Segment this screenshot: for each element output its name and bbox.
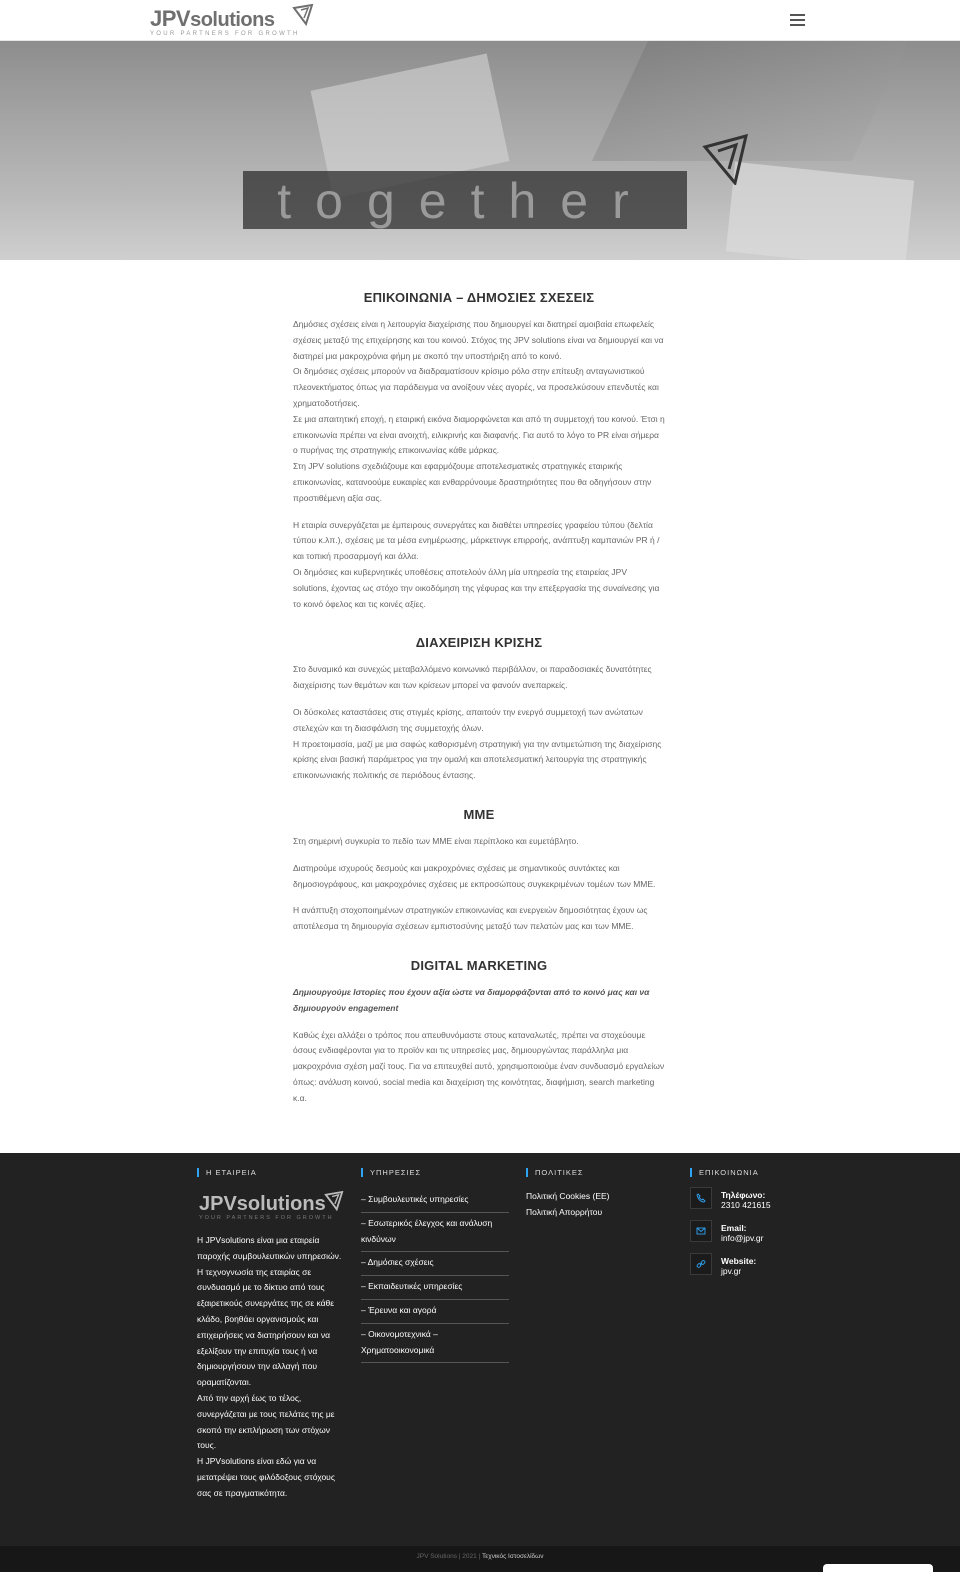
section-title: ΕΠΙΚΟΙΝΩΝΙΑ – ΔΗΜΟΣΙΕΣ ΣΧΕΣΕΙΣ xyxy=(363,290,595,305)
hero-laptop-shape xyxy=(592,41,908,161)
policies-list xyxy=(526,1189,610,1221)
site-header xyxy=(0,0,960,41)
footer-text-line: Η JPVsolutions είναι εδώ για να μετατρέψει τους φιλόδοξους στόχους σας σε πραγματικότητα. xyxy=(197,1456,335,1498)
paragraph: Στο δυναμικό και συνεχώς μεταβαλλόμενο κοινωνικό περιβάλλον, οι παραδοσιακές δυνατότητες διαχείρισης των θεμάτων και των κρίσεων μπορεί να φανούν ανεπαρκείς. xyxy=(293,664,652,691)
section-title: ΜΜΕ xyxy=(463,806,495,822)
paragraph: Η εταιρία συνεργάζεται με έμπειρους συνεργάτες και διαθέτει υπηρεσίες γραφείου τύπου (δελτία τύπου κ.λπ.), σχέσεις με τα μέσα ενημέρωσης, μάρκετινγκ επιρροής, ανάπτυξη καμπανιών PR ή / και τοπική προσαρμογή και άλλα. xyxy=(293,519,660,562)
phone-icon xyxy=(690,1187,712,1209)
section-media xyxy=(293,807,665,935)
paragraph: Δημόσιες σχέσεις είναι η λειτουργία διαχείρισης που δημιουργεί και διατηρεί αμοιβαία επωφελείς σχέσεις μεταξύ της επιχείρησης και του κοινού. Στόχος της JPV solutions είναι να δημιουργεί και να διατηρεί μια μακροχρόνια φήμη με σκοπό την υποστήριξη από το κοινό. xyxy=(293,319,664,361)
footer-heading: ΠΟΛΙΤΙΚΕΣ xyxy=(526,1168,610,1177)
paragraph: Οι δύσκολες καταστάσεις στις στιγμές κρίσης, απαιτούν την ενεργό συμμετοχή των ανώτατων στελεχών και τη διασφάλιση της συμμετοχής όλων. xyxy=(293,706,643,733)
contact-phone[interactable] xyxy=(690,1187,771,1220)
paragraph: Οι δημόσιες και κυβερνητικές υποθέσεις αποτελούν άλλη μία υπηρεσία της εταιρείας JPV solutions, έχοντας ως στόχο την οικοδόμηση της γέφυρας και την επεξεργασία της συναίνεσης για το κοινό όφελος και τις κοινές αξίες. xyxy=(293,566,660,609)
paragraph: Η ανάπτυξη στοχοποιημένων στρατηγικών επικοινωνίας και ενεργειών δημοσιότητας έχουν ως αποτέλεσμα τη δημιουργία σχέσεων εμπιστοσύνης μεταξύ των πελατών μας και των ΜΜΕ. xyxy=(293,905,648,932)
contact-list xyxy=(690,1187,771,1286)
service-link[interactable]: – Έρευνα και αγορά xyxy=(361,1300,509,1324)
section-pr xyxy=(293,290,665,612)
logo-tagline: YOUR PARTNERS FOR GROWTH xyxy=(150,31,300,37)
paragraph: Η προετοιμασία, μαζί με μια σαφώς καθορισμένη στρατηγική για την αντιμετώπιση της διαχείρισης κρίσης είναι βασική παράμετρος για την ομαλή και αποτελεσματική λειτουργία της στρατηγικής επικοινωνιακής πολιτικής σε περιόδους έντασης. xyxy=(293,738,662,781)
paragraph: Στη JPV solutions σχεδιάζουμε και εφαρμόζουμε αποτελεσματικές στρατηγικές εταιρικής επικοινωνίας, κατανοούμε ευκαιρίες και ενθαρρύνουμε δραστηριότητες που θα οδηγήσουν στην προστιθέμενη αξία σας. xyxy=(293,461,652,503)
footer-logo-tagline: YOUR PARTNERS FOR GROWTH xyxy=(199,1215,334,1221)
footer-logo-text: JPVsolutions xyxy=(199,1193,326,1215)
paragraph: Διατηρούμε ισχυρούς δεσμούς και μακροχρόνιες σχέσεις με σημαντικούς συντάκτες και δημοσιογράφους, και μακροχρόνιες σχέσεις με εκπροσώπους συγκεκριμένων τομέων των ΜΜΕ. xyxy=(293,862,656,889)
contact-label: Website: xyxy=(721,1256,757,1266)
menu-hamburger-icon[interactable] xyxy=(790,14,805,26)
service-link[interactable]: – Δημόσιες σχέσεις xyxy=(361,1252,509,1276)
paragraph: Οι δημόσιες σχέσεις μπορούν να διαδραματίσουν κρίσιμο ρόλο στην επίτευξη ανταγωνιστικού πλεονεκτήματος όπως για παράδειγμα να ανοίξουν νέες αγορές, να προσελκύσουν επενδυτές και χρηματοδοτήσεις. xyxy=(293,366,659,408)
footer-heading: Η ΕΤΑΙΡΕΙΑ xyxy=(197,1168,347,1177)
service-link[interactable]: – Συμβουλευτικές υπηρεσίες xyxy=(361,1189,509,1213)
section-title: DIGITAL MARKETING xyxy=(410,957,548,973)
logo-arrow-icon xyxy=(292,4,314,28)
hero-paper-shape-2 xyxy=(726,162,914,260)
footer-text-line: Από την αρχή έως το τέλος, συνεργάζεται με τους πελάτες της με σκοπό την εκπλήρωση των στόχων τους. xyxy=(197,1392,335,1451)
footer-col-services xyxy=(361,1168,509,1363)
contact-label: Email: xyxy=(721,1223,747,1233)
logo-suffix-text: solutions xyxy=(190,9,275,31)
paragraph: Σε μια απαιτητική εποχή, η εταιρική εικόνα διαμορφώνεται και από τη συμμετοχή του κοινού. Έτσι η επικοινωνία πρέπει να είναι ανοιχτή, ειλικρινής και διαφανής. Για αυτό το λόγο το PR είναι σήμερα ο πυρήνας της στρατηγικής επικοινωνίας κάθε μάρκας. xyxy=(293,413,665,456)
hero-banner xyxy=(0,41,960,260)
logo-main-text: JPV xyxy=(150,6,191,31)
contact-label: Τηλέφωνο: xyxy=(721,1190,766,1200)
site-logo[interactable] xyxy=(150,3,320,41)
policy-link-privacy[interactable]: Πολιτική Απορρήτου xyxy=(526,1206,603,1217)
copyright-text: JPV Solutions | 2021 | xyxy=(416,1553,481,1560)
section-crisis xyxy=(293,635,665,784)
footer-logo-arrow-icon xyxy=(324,1191,344,1213)
contact-value: info@jpv.gr xyxy=(721,1233,764,1243)
footer-col-contact xyxy=(690,1168,771,1286)
section-title: ΔΙΑΧΕΙΡΙΣΗ ΚΡΙΣΗΣ xyxy=(415,635,543,651)
site-footer xyxy=(0,1153,960,1546)
contact-value: jpv.gr xyxy=(721,1266,742,1276)
footer-text-line: Η τεχνογνωσία της εταιρίας σε συνδυασμό με το δίκτυο από τους εξαιρετικούς συνεργάτες της σε κάθε κλάδο, βοηθάει οργανισμούς και επιχειρήσεις να διατηρήσουν και να εξελίξουν την επιτυχία τους ή να δημιουργήσουν την αλλαγή που οραματίζονται. xyxy=(197,1266,335,1388)
footer-logo xyxy=(197,1191,347,1223)
footer-col-company xyxy=(197,1168,347,1502)
paragraph-emphasis: Δημιουργούμε Ιστορίες που έχουν αξία ώστε να διαμορφάζονται από το κοινό μας και να δημιουργούν engagement xyxy=(293,986,650,1013)
section-digital xyxy=(293,958,665,1107)
policy-link-cookies[interactable]: Πολιτική Cookies (ΕΕ) xyxy=(526,1191,610,1201)
paragraph: Καθώς έχει αλλάξει ο τρόπος που απευθυνόμαστε στους καταναλωτές, πρέπει να στοχεύουμε όσους ενδιαφέρονται για το προϊόν και τις υπηρεσίες μας, δημιουργώντας παράλληλα μια μακροχρόνια σχέση μαζί τους. Για να επιτευχθεί αυτό, χρησιμοποιούμε έναν συνδυασμό εργαλείων όπως: ανάλυση κοινού, social media και διαχείριση της κοινότητας, διαφήμιση, search marketing κ.α. xyxy=(293,1029,665,1103)
envelope-icon xyxy=(690,1220,712,1242)
footer-company-text xyxy=(197,1233,345,1502)
cookie-settings-tab[interactable] xyxy=(823,1564,933,1574)
copyright xyxy=(0,1553,960,1560)
main-content xyxy=(293,290,665,1120)
services-list xyxy=(361,1189,509,1363)
service-link[interactable]: – Εκπαιδευτικές υπηρεσίες xyxy=(361,1276,509,1300)
contact-website[interactable] xyxy=(690,1253,759,1286)
hero-word: together xyxy=(277,173,653,229)
contact-value: 2310 421615 xyxy=(721,1200,771,1210)
hero-arrow-icon xyxy=(702,133,748,185)
link-icon xyxy=(690,1253,712,1275)
service-link[interactable]: – Οικονομοτεχνικά – Χρηματοοικονομικά xyxy=(361,1324,509,1364)
paragraph: Στη σημερινή συγκυρία το πεδίο των ΜΜΕ είναι περίπλοκο και ευμετάβλητο. xyxy=(293,835,579,846)
service-link[interactable]: – Εσωτερικός έλεγχος και ανάλυση κινδύνων xyxy=(361,1213,509,1253)
footer-col-policies xyxy=(526,1168,610,1221)
contact-email[interactable] xyxy=(690,1220,764,1253)
footer-heading: ΕΠΙΚΟΙΝΩΝΙΑ xyxy=(690,1168,759,1177)
footer-text-line: Η JPVsolutions είναι μια εταιρεία παροχής συμβουλευτικών υπηρεσιών. xyxy=(197,1235,342,1261)
footer-heading: ΥΠΗΡΕΣΙΕΣ xyxy=(361,1168,509,1177)
credit-link[interactable]: Τεχνικός Ιστοσελίδων xyxy=(482,1553,544,1560)
footer-bottom-bar xyxy=(0,1546,960,1572)
